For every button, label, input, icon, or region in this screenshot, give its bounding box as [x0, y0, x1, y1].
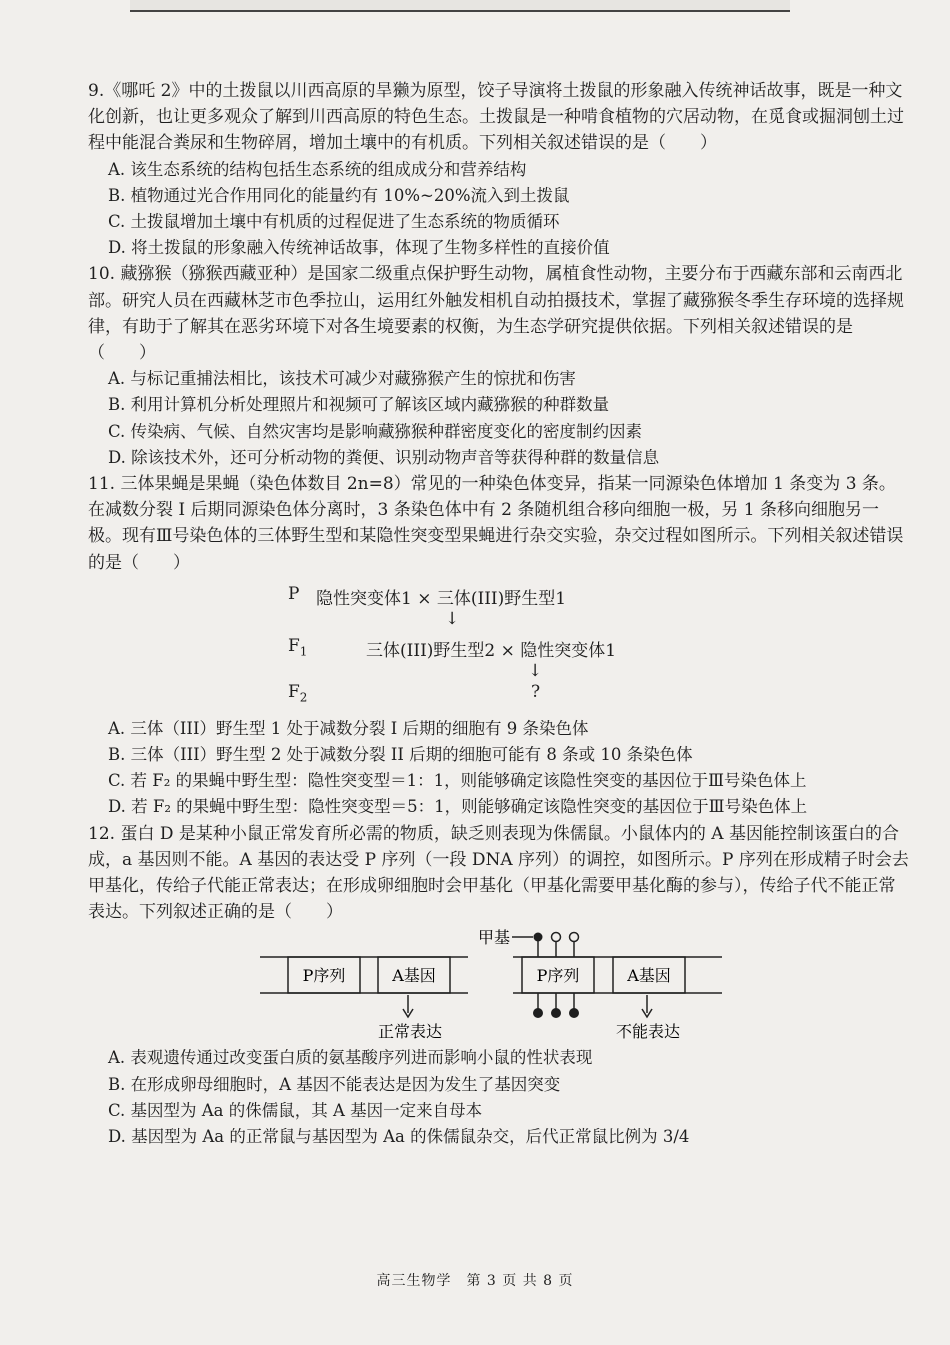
question-9-option-c: C. 土拨鼠增加土壤中有机质的过程促进了生态系统的物质循环: [108, 212, 560, 232]
methyl-group-icon: [533, 1008, 543, 1018]
question-11-option-d: D. 若 F₂ 的果蝇中野生型：隐性突变型＝5：1，则能够确定该隐性突变的基因位于Ⅲ号染色体上: [108, 797, 808, 817]
p-generation-label: P: [288, 583, 300, 604]
right-a-gene-label: A基因: [627, 966, 671, 986]
question-9-option-d: D. 将土拨鼠的形象融入传统神话故事，体现了生物多样性的直接价值: [108, 238, 610, 258]
cross-diagram: [88, 576, 910, 716]
methyl-group-icon: [552, 933, 561, 942]
question-10-option-b: B. 利用计算机分析处理照片和视频可了解该区域内藏猕猴的种群数量: [108, 395, 610, 415]
left-a-gene-label: A基因: [392, 966, 436, 986]
question-12: [88, 821, 910, 1151]
question-9-option-a: A. 该生态系统的结构包括生态系统的组成成分和营养结构: [108, 159, 527, 179]
question-10-option-d: D. 除该技术外，还可分析动物的粪便、识别动物声音等获得种群的数量信息: [108, 447, 660, 467]
methylated-dna: [478, 928, 722, 1041]
p-generation-cross: 隐性突变体1 × 三体(III)野生型1: [316, 588, 567, 609]
question-9-stem: 9.《哪吒 2》中的土拨鼠以川西高原的旱獭为原型，饺子导演将土拨鼠的形象融入传统神话故事，既是一种文化创新，也让更多观众了解到川西高原的特色生态。土拨鼠是一种啃食植物的穴居动物，在觅食或掘洞刨土过程中能混合粪尿和生物碎屑，增加土壤中的有机质。下列相关叙述错误的是（ ）: [88, 81, 904, 154]
f1-generation-cross: 三体(III)野生型2 × 隐性突变体1: [366, 640, 617, 661]
top-decorative-band: [130, 0, 790, 12]
f1-label-main: F: [288, 635, 300, 656]
unmethylated-dna: [260, 957, 468, 1041]
page-footer: 高三生物学 第 3 页 共 8 页: [376, 1273, 574, 1289]
f1-label-sub: 1: [299, 644, 308, 659]
question-11-stem: 11. 三体果蝇是果蝇（染色体数目 2n=8）常见的一种染色体变异，指某一同源染色体增加 1 条变为 3 条。在减数分裂 I 后期同源染色体分离时，3 条染色体中有 2 条随机组合移向细胞一极，另 1 条移向细胞另一极。现有Ⅲ号染色体的三体野生型和某隐性突变型果蝇进行杂交实验，杂交过程如图所示。下列相关叙述错误的是（ ）: [88, 474, 904, 573]
question-11: [88, 471, 910, 821]
left-p-sequence-label: P序列: [302, 966, 346, 986]
methyl-group-icon: [570, 933, 579, 942]
methyl-group-icon: [551, 1008, 561, 1018]
question-11-option-a: A. 三体（III）野生型 1 处于减数分裂 I 后期的细胞有 9 条染色体: [108, 718, 589, 738]
methylation-diagram: [88, 925, 910, 1045]
question-9-option-b: B. 植物通过光合作用同化的能量约有 10%~20%流入到土拨鼠: [108, 185, 570, 205]
question-12-option-c: C. 基因型为 Aa 的侏儒鼠，其 A 基因一定来自母本: [108, 1100, 483, 1120]
methyl-group-icon: [569, 1008, 579, 1018]
question-9: [88, 78, 910, 261]
question-10: [88, 261, 910, 471]
question-11-option-b: B. 三体（III）野生型 2 处于减数分裂 II 后期的细胞可能有 8 条或 10 条染色体: [108, 745, 693, 765]
f2-label-main: F: [288, 681, 300, 702]
methyl-group-icon: [534, 933, 543, 942]
question-12-stem: 12. 蛋白 D 是某种小鼠正常发育所必需的物质，缺乏则表现为侏儒鼠。小鼠体内的 A 基因能控制该蛋白的合成，a 基因则不能。A 基因的表达受 P 序列（一段 DNA 序列）的调控，如图所示。P 序列在形成精子时会去甲基化，传给子代能正常表达；在形成卵细胞时会甲基化（甲基化需要甲基化酶的参与），传给子代不能正常表达。下列叙述正确的是（ ）: [88, 823, 909, 923]
question-10-option-a: A. 与标记重捕法相比，该技术可减少对藏猕猴产生的惊扰和伤害: [108, 369, 576, 389]
f2-result: ?: [531, 681, 541, 702]
normal-expression-label: 正常表达: [377, 1022, 443, 1042]
no-expression-label: 不能表达: [615, 1022, 681, 1042]
question-12-option-b: B. 在形成卵母细胞时，A 基因不能表达是因为发生了基因突变: [108, 1074, 561, 1094]
methylation-diagram-svg: [88, 925, 910, 1045]
question-10-stem: 10. 藏猕猴（猕猴西藏亚种）是国家二级重点保护野生动物，属植食性动物，主要分布于西藏东部和云南西北部。研究人员在西藏林芝市色季拉山，运用红外触发相机自动拍摄技术，掌握了藏猕猴冬季生存环境的选择规律，有助于了解其在恶劣环境下对各生境要素的权衡，为生态学研究提供依据。下列相关叙述错误的是（ ）: [88, 264, 904, 364]
question-11-option-c: C. 若 F₂ 的果蝇中野生型：隐性突变型＝1：1，则能够确定该隐性突变的基因位于Ⅲ号染色体上: [108, 771, 807, 791]
f2-label-sub: 2: [299, 690, 308, 705]
exam-page: [88, 78, 910, 1150]
right-p-sequence-label: P序列: [536, 966, 580, 986]
methyl-label: 甲基: [478, 928, 511, 948]
question-12-option-d: D. 基因型为 Aa 的正常鼠与基因型为 Aa 的侏儒鼠杂交，后代正常鼠比例为 3/4: [108, 1127, 690, 1147]
f2-generation-label: [288, 682, 307, 704]
question-12-option-a: A. 表观遗传通过改变蛋白质的氨基酸序列进而影响小鼠的性状表现: [108, 1048, 593, 1068]
f1-generation-label: [288, 636, 307, 658]
down-arrow-icon: ↓: [528, 660, 543, 681]
question-10-option-c: C. 传染病、气候、自然灾害均是影响藏猕猴种群密度变化的密度制约因素: [108, 421, 643, 441]
down-arrow-icon: ↓: [445, 608, 460, 629]
